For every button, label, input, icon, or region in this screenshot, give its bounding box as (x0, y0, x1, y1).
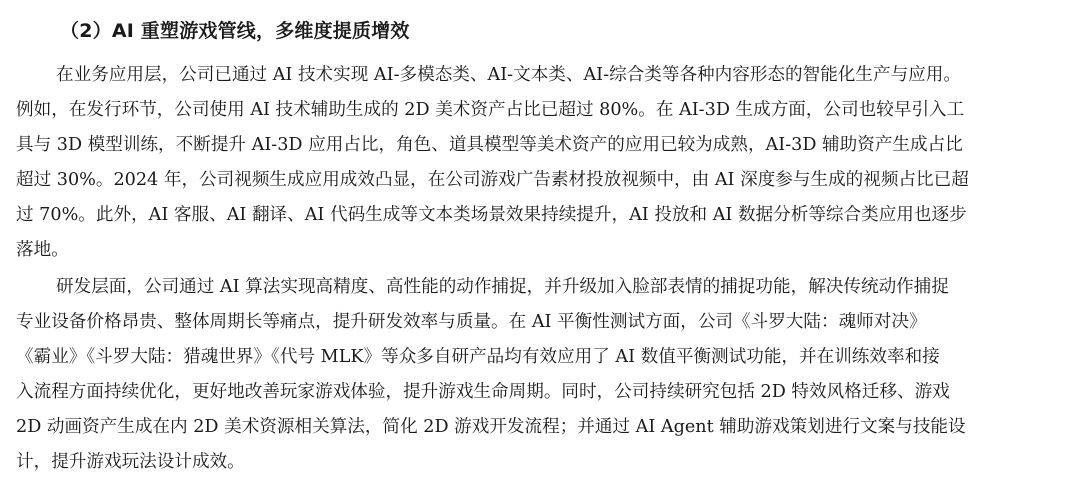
paragraph-line: 例如，在发行环节，公司使用 AI 技术辅助生成的 2D 美术资产占比已超过 80%。在 AI-3D 生成方面，公司也较早引入工 (16, 100, 965, 120)
paragraph-line: 专业设备价格昂贵、整体周期长等痛点，提升研发效率与质量。在 AI 平衡性测试方面，公司《斗罗大陆：魂师对决》 (16, 312, 927, 332)
paragraph-line: 在业务应用层，公司已通过 AI 技术实现 AI-多模态类、AI-文本类、AI-综合类等各种内容形态的智能化生产与应用。 (56, 65, 961, 85)
paragraph-line: 《霸业》《斗罗大陆：猎魂世界》《代号 MLK》等众多自研产品均有效应用了 AI 数值平衡测试功能，并在训练效率和接 (16, 347, 940, 367)
paragraph-line: 过 70%。此外，AI 客服、AI 翻译、AI 代码生成等文本类场景效果持续提升，AI 投放和 AI 数据分析等综合类应用也逐步 (16, 205, 967, 225)
paragraph-line: 具与 3D 模型训练，不断提升 AI-3D 应用占比，角色、道具模型等美术资产的应用已较为成熟，AI-3D 辅助资产生成占比 (16, 135, 963, 155)
paragraph-research-development (16, 270, 1066, 480)
paragraph-business-application (16, 58, 1066, 268)
paragraph-line: 研发层面，公司通过 AI 算法实现高精度、高性能的动作捕捉，并升级加入脸部表情的捕捉功能，解决传统动作捕捉 (56, 277, 949, 297)
section-heading: （2）AI 重塑游戏管线，多维度提质增效 (60, 20, 410, 42)
paragraph-line: 计，提升游戏玩法设计成效。 (16, 452, 245, 472)
paragraph-line: 2D 动画资产生成在内 2D 美术资源相关算法，简化 2D 游戏开发流程；并通过 AI Agent 辅助游戏策划进行文案与技能设 (16, 417, 966, 437)
paragraph-line: 落地。 (16, 240, 69, 260)
paragraph-line: 入流程方面持续优化，更好地改善玩家游戏体验，提升游戏生命周期。同时，公司持续研究包括 2D 特效风格迁移、游戏 (16, 382, 950, 402)
paragraph-line: 超过 30%。2024 年，公司视频生成应用成效凸显，在公司游戏广告素材投放视频中，由 AI 深度参与生成的视频占比已超 (16, 170, 969, 190)
